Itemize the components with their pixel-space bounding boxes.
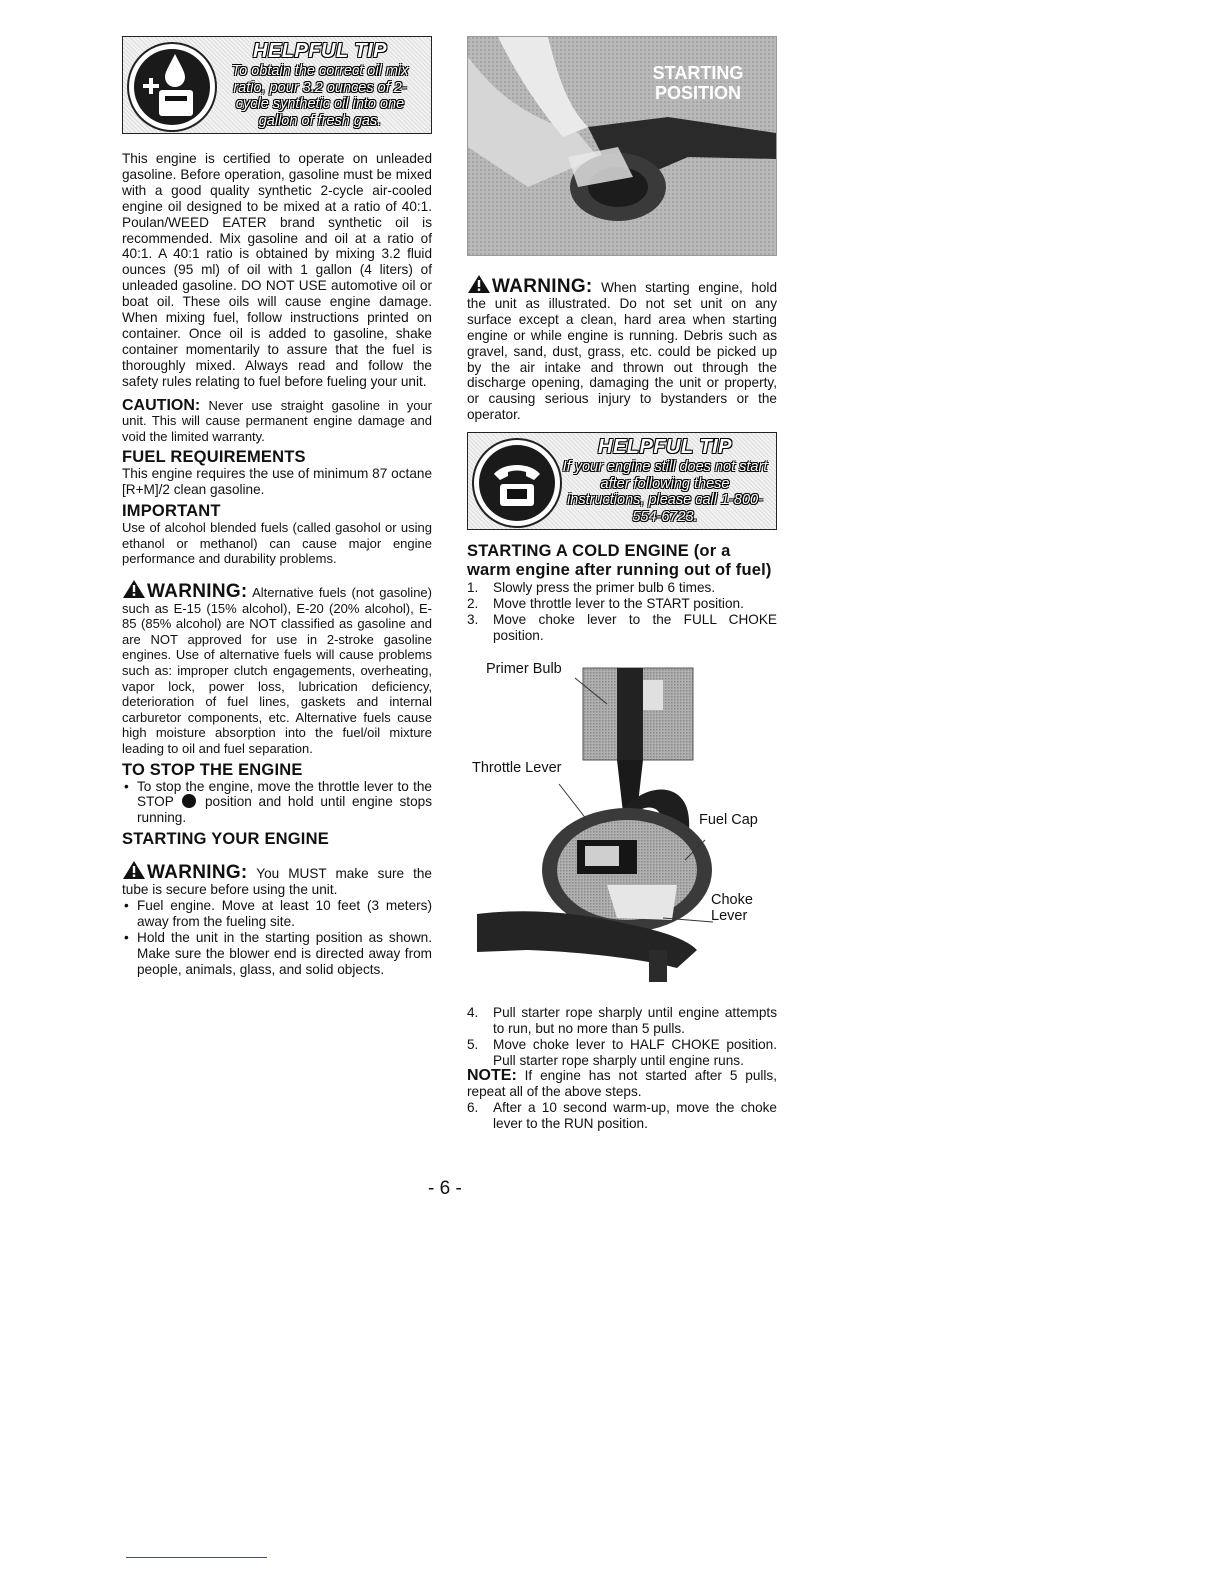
figure-label-throttle-lever: Throttle Lever: [472, 759, 562, 776]
fuel-requirements-text: This engine requires the use of minimum 87 octane [R+M]/2 clean gasoline.: [122, 466, 432, 498]
photo-label: POSITION: [654, 83, 742, 103]
footer-rule: [126, 1557, 267, 1558]
helpful-tip-text: To obtain the correct oil mix ratio, pour 3.2 ounces of 2-cycle synthetic oil into one gallon of fresh gas.: [231, 63, 409, 129]
cold-engine-steps-final: [467, 1100, 777, 1132]
helpful-tip-call: [467, 432, 777, 530]
note-text: If engine has not started after 5 pulls, repeat all of the above steps.: [467, 1068, 777, 1100]
list-item: 3. Move choke lever to the FULL CHOKE position.: [467, 611, 777, 643]
stop-engine-list: [122, 779, 432, 827]
warning-text: You MUST make sure the tube is secure before using the unit.: [122, 866, 432, 898]
list-item: 1. Slowly press the primer bulb 6 times.: [467, 580, 716, 596]
caution-text: Never use straight gasoline in your unit. This will cause permanent engine damage and void the limited warranty.: [122, 397, 432, 444]
list-item: • To stop the engine, move the throttle lever to the STOP position and hold until engine stops running.: [122, 779, 432, 827]
warning-alternative-fuels: [122, 579, 432, 757]
note-label: NOTE:: [467, 1067, 517, 1085]
figure-label-fuel-cap: Fuel Cap: [699, 811, 758, 828]
list-item: • Fuel engine. Move at least 10 feet (3 meters) away from the fueling site.: [122, 898, 432, 930]
warning-label: WARNING:: [147, 862, 248, 884]
photo-label: STARTING: [652, 63, 744, 83]
helpful-tip-text: If your engine still does not start after following these instructions, please call 1-800-554-6723.: [562, 459, 768, 525]
list-item: 5. Move choke lever to HALF CHOKE position. Pull starter rope sharply until engine runs.: [467, 1036, 777, 1068]
figure-label-primer-bulb: Primer Bulb: [486, 660, 562, 677]
warning-triangle-icon: [122, 860, 146, 880]
important-heading: IMPORTANT: [122, 502, 221, 521]
left-column: [122, 36, 432, 978]
fuel-intro-paragraph: This engine is certified to operate on unleaded gasoline. Before operation, gasoline must be mixed with a good quality synthetic 2-cycle air-cooled engine oil designed to be mixed at a ratio of 40:1. Poulan/WEED EATER brand synthetic oil is recommended. Mix gasoline and oil at a ratio of 40:1. A 40:1 ratio is obtained by mixing 3.2 fluid ounces (95 ml) of oil with 1 gallon (4 liters) of unleaded gasoline. DO NOT USE automotive oil or boat oil. These oils will cause engine damage. When mixing fuel, follow instructions printed on container. Once oil is added to gasoline, shake container momentarily to assure that the fuel is thoroughly mixed. Always read and follow the safety rules relating to fuel before fueling your unit.: [122, 151, 432, 389]
engine-controls-figure: [467, 660, 777, 1005]
warning-tube-secure: [122, 860, 432, 898]
helpful-tip-title: HELPFUL TIP: [598, 436, 733, 459]
fuel-requirements-heading: FUEL REQUIREMENTS: [122, 448, 306, 467]
helpful-tip-oil-mix: [122, 36, 432, 134]
telephone-icon: [472, 438, 562, 528]
cold-engine-heading: STARTING A COLD ENGINE (or a warm engine after running out of fuel): [467, 542, 772, 580]
warning-text: Alternative fuels (not gasoline) such as E-15 (15% alcohol), E-20 (20% alcohol), E-85 (85% alcohol) are NOT classified as gasoline and are NOT approved for use in 2-stroke gasoline engines. Use of alternative fuels will cause problems such as: improper clutch engagements, overheating, vapor lock, power loss, lubrication deficiency, deterioration of fuel lines, gaskets and internal carburetor components, etc. Alternative fuels cause high moisture absorption into the fuel/oil mixture leading to oil and fuel separation.: [122, 584, 432, 756]
starting-position-photo: [467, 36, 777, 256]
list-item: 2. Move throttle lever to the START position.: [467, 596, 744, 612]
caution-paragraph: [122, 398, 432, 445]
important-text: Use of alcohol blended fuels (called gasohol or using ethanol or methanol) can cause major engine performance and durability problems.: [122, 520, 432, 567]
fuel-can-icon: [127, 42, 217, 132]
caution-label: CAUTION:: [122, 396, 201, 414]
note-paragraph: [467, 1068, 777, 1100]
warning-triangle-icon: [122, 579, 146, 599]
warning-triangle-icon: [467, 274, 491, 294]
stop-engine-heading: TO STOP THE ENGINE: [122, 760, 303, 779]
cold-engine-steps-continued: [467, 1005, 777, 1069]
warning-label: WARNING:: [147, 580, 248, 602]
figure-label-choke-lever: Choke Lever: [711, 891, 753, 924]
starting-engine-heading: STARTING YOUR ENGINE: [122, 830, 329, 849]
list-item: • Hold the unit in the starting position as shown. Make sure the blower end is directed away from people, animals, glass, and solid objects.: [122, 930, 432, 978]
starting-list: [122, 898, 432, 978]
stop-icon: [182, 794, 196, 808]
warning-text: When starting engine, hold the unit as illustrated. Do not set unit on any surface except a clean, hard area when starting engine or while engine is running. Debris such as gravel, sand, dust, grass, etc. could be picked up by the air intake and thrown out through the discharge opening, damaging the unit or property, or causing serious injury to bystanders or the operator.: [467, 280, 777, 423]
page-number: - 6 -: [428, 1178, 462, 1199]
warning-label: WARNING:: [492, 276, 593, 297]
helpful-tip-title: HELPFUL TIP: [253, 40, 388, 62]
warning-starting: [467, 274, 777, 423]
right-column: [467, 36, 777, 1132]
list-item: 6. After a 10 second warm-up, move the choke lever to the RUN position.: [467, 1100, 777, 1132]
cold-engine-steps: [467, 580, 777, 644]
list-item: 4. Pull starter rope sharply until engine attempts to run, but no more than 5 pulls.: [467, 1004, 777, 1036]
